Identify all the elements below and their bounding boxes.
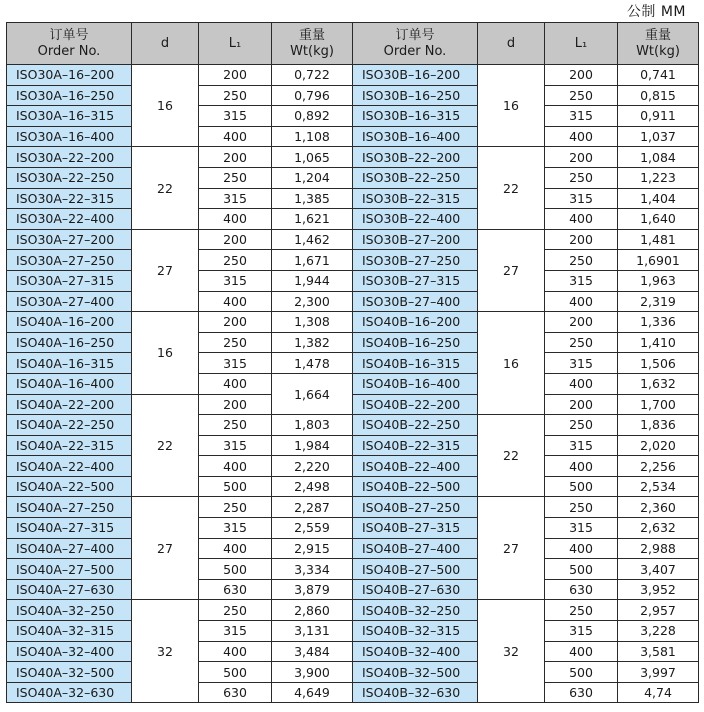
order-code-a: ISO30A–16–200 — [7, 65, 132, 86]
weight-b: 0,741 — [618, 65, 699, 86]
length-a: 315 — [199, 353, 272, 374]
length-b: 400 — [545, 538, 618, 559]
length-b: 250 — [545, 250, 618, 271]
weight-b: 2,534 — [618, 476, 699, 497]
length-b: 500 — [545, 559, 618, 580]
weight-b: 1,6901 — [618, 250, 699, 271]
length-a: 630 — [199, 682, 272, 703]
order-code-b: ISO40B–22–200 — [353, 394, 478, 415]
order-code-b: ISO40B–27–630 — [353, 579, 478, 600]
order-code-b: ISO30B–22–315 — [353, 188, 478, 209]
length-b: 250 — [545, 600, 618, 621]
length-b: 250 — [545, 167, 618, 188]
length-a: 315 — [199, 435, 272, 456]
weight-b: 1,410 — [618, 332, 699, 353]
order-code-a: ISO40A–22–200 — [7, 394, 132, 415]
weight-a: 3,131 — [272, 621, 353, 642]
order-code-b: ISO40B–16–400 — [353, 373, 478, 394]
weight-b: 3,581 — [618, 641, 699, 662]
length-b: 315 — [545, 435, 618, 456]
weight-b: 0,911 — [618, 106, 699, 127]
length-b: 400 — [545, 641, 618, 662]
table-row — [7, 621, 699, 642]
length-b: 400 — [545, 209, 618, 230]
weight-a: 2,220 — [272, 456, 353, 477]
table-row — [7, 394, 699, 415]
diameter-b: 27 — [478, 229, 545, 311]
length-b: 630 — [545, 682, 618, 703]
table-row — [7, 126, 699, 147]
table-row — [7, 579, 699, 600]
order-code-b: ISO30B–27–200 — [353, 229, 478, 250]
order-code-a: ISO40A–27–250 — [7, 497, 132, 518]
order-code-b: ISO40B–32–250 — [353, 600, 478, 621]
length-b: 200 — [545, 394, 618, 415]
table-row — [7, 559, 699, 580]
weight-a: 1,664 — [272, 373, 353, 414]
weight-b: 2,256 — [618, 456, 699, 477]
weight-b: 1,481 — [618, 229, 699, 250]
weight-b: 1,223 — [618, 167, 699, 188]
length-a: 250 — [199, 250, 272, 271]
table-row — [7, 332, 699, 353]
length-b: 315 — [545, 106, 618, 127]
length-a: 400 — [199, 373, 272, 394]
weight-a: 3,484 — [272, 641, 353, 662]
table-row — [7, 188, 699, 209]
weight-a: 1,108 — [272, 126, 353, 147]
header-l1-b: L₁ — [545, 23, 618, 65]
length-b: 400 — [545, 373, 618, 394]
order-code-a: ISO30A–22–200 — [7, 147, 132, 168]
length-b: 200 — [545, 147, 618, 168]
order-code-a: ISO40A–27–400 — [7, 538, 132, 559]
length-a: 630 — [199, 579, 272, 600]
length-a: 315 — [199, 106, 272, 127]
weight-b: 1,836 — [618, 415, 699, 436]
diameter-b: 16 — [478, 312, 545, 415]
length-a: 500 — [199, 559, 272, 580]
weight-a: 1,065 — [272, 147, 353, 168]
weight-a: 1,308 — [272, 312, 353, 333]
diameter-a: 22 — [132, 147, 199, 229]
order-code-a: ISO40A–32–400 — [7, 641, 132, 662]
header-order-en: Order No. — [383, 43, 447, 59]
table-row — [7, 476, 699, 497]
diameter-a: 27 — [132, 497, 199, 600]
header-weight-a — [272, 23, 353, 65]
weight-b: 2,360 — [618, 497, 699, 518]
length-a: 200 — [199, 229, 272, 250]
order-code-b: ISO30B–16–400 — [353, 126, 478, 147]
weight-a: 2,498 — [272, 476, 353, 497]
order-code-b: ISO30B–16–315 — [353, 106, 478, 127]
weight-a: 0,892 — [272, 106, 353, 127]
table-row — [7, 641, 699, 662]
weight-a: 1,944 — [272, 270, 353, 291]
header-order-a — [7, 23, 132, 65]
table-row — [7, 85, 699, 106]
order-code-b: ISO40B–27–250 — [353, 497, 478, 518]
weight-b: 3,997 — [618, 662, 699, 683]
table-row — [7, 229, 699, 250]
order-code-b: ISO40B–32–315 — [353, 621, 478, 642]
order-code-a: ISO40A–27–500 — [7, 559, 132, 580]
order-code-a: ISO30A–16–400 — [7, 126, 132, 147]
length-a: 250 — [199, 497, 272, 518]
order-code-b: ISO30B–22–400 — [353, 209, 478, 230]
order-code-a: ISO40A–32–250 — [7, 600, 132, 621]
weight-a: 1,621 — [272, 209, 353, 230]
length-b: 200 — [545, 312, 618, 333]
order-code-a: ISO30A–16–250 — [7, 85, 132, 106]
header-weight-cn: 重量 — [298, 27, 325, 43]
order-code-a: ISO40A–22–400 — [7, 456, 132, 477]
diameter-a: 16 — [132, 312, 199, 394]
header-weight-cn: 重量 — [644, 27, 671, 43]
order-code-a: ISO40A–16–315 — [7, 353, 132, 374]
unit-label: 公制 MM — [626, 4, 686, 20]
length-b: 250 — [545, 415, 618, 436]
weight-b: 3,407 — [618, 559, 699, 580]
order-code-a: ISO40A–32–315 — [7, 621, 132, 642]
order-code-b: ISO30B–22–250 — [353, 167, 478, 188]
order-code-b: ISO40B–27–400 — [353, 538, 478, 559]
length-a: 400 — [199, 456, 272, 477]
length-a: 315 — [199, 518, 272, 539]
order-code-a: ISO40A–22–315 — [7, 435, 132, 456]
order-code-b: ISO30B–27–315 — [353, 270, 478, 291]
header-weight-b — [618, 23, 699, 65]
length-b: 315 — [545, 621, 618, 642]
order-code-a: ISO30A–27–400 — [7, 291, 132, 312]
header-order-cn: 订单号 — [49, 27, 89, 43]
order-code-b: ISO30B–16–200 — [353, 65, 478, 86]
weight-a: 1,462 — [272, 229, 353, 250]
header-order-en: Order No. — [37, 43, 101, 59]
length-b: 500 — [545, 662, 618, 683]
diameter-a: 27 — [132, 229, 199, 311]
diameter-b: 32 — [478, 600, 545, 703]
order-code-a: ISO30A–27–250 — [7, 250, 132, 271]
diameter-b: 22 — [478, 415, 545, 497]
length-a: 315 — [199, 270, 272, 291]
header-d-a: d — [132, 23, 199, 65]
weight-a: 1,204 — [272, 167, 353, 188]
length-b: 250 — [545, 497, 618, 518]
length-a: 400 — [199, 291, 272, 312]
order-code-a: ISO40A–32–630 — [7, 682, 132, 703]
length-b: 250 — [545, 85, 618, 106]
order-code-b: ISO40B–22–500 — [353, 476, 478, 497]
order-code-a: ISO40A–32–500 — [7, 662, 132, 683]
length-a: 315 — [199, 621, 272, 642]
weight-b: 4,74 — [618, 682, 699, 703]
table-row — [7, 147, 699, 168]
length-a: 250 — [199, 332, 272, 353]
diameter-a: 22 — [132, 394, 199, 497]
table-row — [7, 312, 699, 333]
length-a: 400 — [199, 641, 272, 662]
length-a: 250 — [199, 85, 272, 106]
table-row — [7, 415, 699, 436]
length-b: 630 — [545, 579, 618, 600]
diameter-b: 16 — [478, 65, 545, 147]
header-row — [7, 23, 699, 65]
header-weight-en: Wt(kg) — [290, 43, 334, 59]
order-code-b: ISO40B–16–200 — [353, 312, 478, 333]
diameter-a: 32 — [132, 600, 199, 703]
weight-a: 1,803 — [272, 415, 353, 436]
weight-b: 2,632 — [618, 518, 699, 539]
length-a: 200 — [199, 65, 272, 86]
table-row — [7, 518, 699, 539]
weight-a: 0,722 — [272, 65, 353, 86]
order-code-b: ISO40B–27–500 — [353, 559, 478, 580]
weight-a: 3,334 — [272, 559, 353, 580]
order-code-a: ISO30A–16–315 — [7, 106, 132, 127]
table-row — [7, 167, 699, 188]
weight-b: 3,228 — [618, 621, 699, 642]
order-code-b: ISO40B–32–400 — [353, 641, 478, 662]
table-row — [7, 353, 699, 374]
order-code-a: ISO30A–22–400 — [7, 209, 132, 230]
length-a: 400 — [199, 126, 272, 147]
length-a: 400 — [199, 209, 272, 230]
order-code-a: ISO40A–16–250 — [7, 332, 132, 353]
table-row — [7, 291, 699, 312]
table-body — [7, 65, 699, 703]
order-code-b: ISO40B–22–400 — [353, 456, 478, 477]
table-row — [7, 662, 699, 683]
weight-a: 1,671 — [272, 250, 353, 271]
weight-b: 1,336 — [618, 312, 699, 333]
weight-b: 3,952 — [618, 579, 699, 600]
weight-a: 2,559 — [272, 518, 353, 539]
order-code-a: ISO40A–27–630 — [7, 579, 132, 600]
weight-b: 2,957 — [618, 600, 699, 621]
length-a: 400 — [199, 538, 272, 559]
weight-b: 0,815 — [618, 85, 699, 106]
table-row — [7, 270, 699, 291]
order-code-a: ISO40A–16–200 — [7, 312, 132, 333]
weight-b: 1,632 — [618, 373, 699, 394]
length-b: 315 — [545, 353, 618, 374]
diameter-a: 16 — [132, 65, 199, 147]
weight-a: 1,385 — [272, 188, 353, 209]
table-row — [7, 250, 699, 271]
table-row — [7, 538, 699, 559]
weight-a: 1,478 — [272, 353, 353, 374]
weight-b: 1,640 — [618, 209, 699, 230]
table-row — [7, 65, 699, 86]
length-b: 315 — [545, 270, 618, 291]
order-code-b: ISO40B–16–315 — [353, 353, 478, 374]
order-code-b: ISO30B–27–400 — [353, 291, 478, 312]
order-code-b: ISO40B–32–500 — [353, 662, 478, 683]
order-code-b: ISO30B–22–200 — [353, 147, 478, 168]
length-a: 200 — [199, 394, 272, 415]
length-a: 250 — [199, 415, 272, 436]
weight-b: 1,037 — [618, 126, 699, 147]
weight-b: 1,963 — [618, 270, 699, 291]
length-a: 250 — [199, 167, 272, 188]
weight-b: 2,988 — [618, 538, 699, 559]
table-row — [7, 456, 699, 477]
weight-a: 2,915 — [272, 538, 353, 559]
length-b: 250 — [545, 332, 618, 353]
spec-table — [6, 22, 699, 703]
table-row — [7, 373, 699, 394]
length-b: 400 — [545, 291, 618, 312]
header-order-cn: 订单号 — [395, 27, 435, 43]
table-row — [7, 682, 699, 703]
weight-b: 1,506 — [618, 353, 699, 374]
weight-a: 0,796 — [272, 85, 353, 106]
order-code-b: ISO40B–22–250 — [353, 415, 478, 436]
table-row — [7, 600, 699, 621]
length-a: 200 — [199, 312, 272, 333]
weight-a: 2,860 — [272, 600, 353, 621]
header-weight-en: Wt(kg) — [636, 43, 680, 59]
order-code-a: ISO30A–27–200 — [7, 229, 132, 250]
order-code-a: ISO40A–27–315 — [7, 518, 132, 539]
diameter-b: 22 — [478, 147, 545, 229]
weight-b: 1,084 — [618, 147, 699, 168]
table-row — [7, 106, 699, 127]
weight-a: 3,900 — [272, 662, 353, 683]
length-b: 500 — [545, 476, 618, 497]
order-code-a: ISO40A–22–500 — [7, 476, 132, 497]
order-code-b: ISO40B–27–315 — [353, 518, 478, 539]
weight-a: 1,984 — [272, 435, 353, 456]
length-a: 500 — [199, 476, 272, 497]
weight-b: 2,020 — [618, 435, 699, 456]
weight-a: 3,879 — [272, 579, 353, 600]
order-code-b: ISO40B–32–630 — [353, 682, 478, 703]
header-order-b — [353, 23, 478, 65]
length-b: 400 — [545, 126, 618, 147]
order-code-a: ISO40A–16–400 — [7, 373, 132, 394]
length-b: 200 — [545, 229, 618, 250]
weight-a: 4,649 — [272, 682, 353, 703]
length-b: 200 — [545, 65, 618, 86]
table-row — [7, 209, 699, 230]
weight-a: 2,287 — [272, 497, 353, 518]
table-row — [7, 497, 699, 518]
length-a: 200 — [199, 147, 272, 168]
weight-b: 1,700 — [618, 394, 699, 415]
order-code-b: ISO40B–16–250 — [353, 332, 478, 353]
order-code-b: ISO30B–27–250 — [353, 250, 478, 271]
weight-a: 1,382 — [272, 332, 353, 353]
order-code-a: ISO40A–22–250 — [7, 415, 132, 436]
weight-a: 2,300 — [272, 291, 353, 312]
order-code-b: ISO40B–22–315 — [353, 435, 478, 456]
length-a: 250 — [199, 600, 272, 621]
length-b: 315 — [545, 518, 618, 539]
length-a: 315 — [199, 188, 272, 209]
length-b: 315 — [545, 188, 618, 209]
header-d-b: d — [478, 23, 545, 65]
length-a: 500 — [199, 662, 272, 683]
order-code-a: ISO30A–22–315 — [7, 188, 132, 209]
weight-b: 2,319 — [618, 291, 699, 312]
length-b: 400 — [545, 456, 618, 477]
order-code-a: ISO30A–27–315 — [7, 270, 132, 291]
table-row — [7, 435, 699, 456]
diameter-b: 27 — [478, 497, 545, 600]
weight-b: 1,404 — [618, 188, 699, 209]
header-l1-a: L₁ — [199, 23, 272, 65]
order-code-a: ISO30A–22–250 — [7, 167, 132, 188]
order-code-b: ISO30B–16–250 — [353, 85, 478, 106]
